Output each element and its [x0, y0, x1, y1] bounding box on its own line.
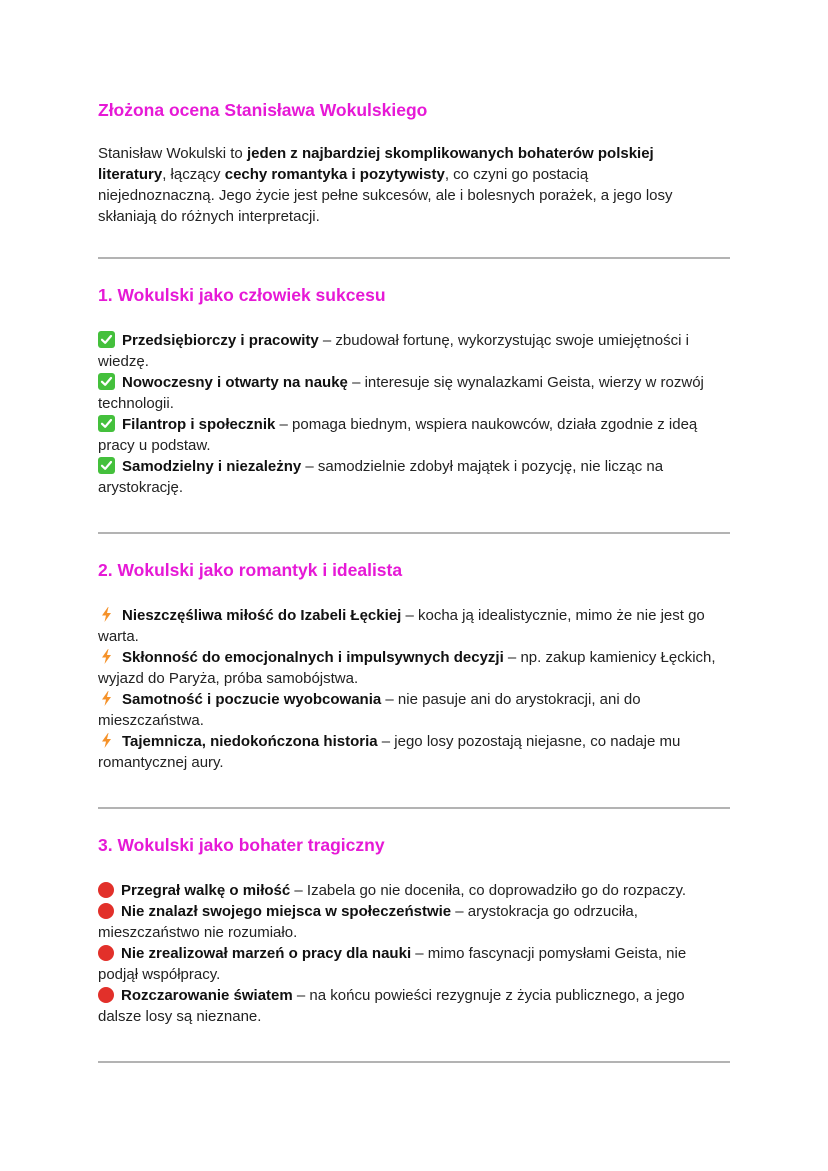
- section-list-2: [98, 605, 730, 773]
- list-item: [98, 985, 728, 1027]
- list-item: [98, 880, 728, 901]
- check-mark-icon: [98, 457, 115, 474]
- list-item: [98, 330, 728, 372]
- intro-text-3: , co czyni go postacią niejednoznaczną. Jego życie jest pełne sukcesów, ale i bolesnych porażek, a jego losy skłaniają do różnych interpretacji.: [98, 166, 673, 225]
- lightning-bolt-icon: [98, 732, 115, 749]
- list-item: [98, 456, 728, 498]
- document-content: [98, 96, 730, 1063]
- check-mark-icon: [98, 373, 115, 390]
- item-bold: Nie znalazł swojego miejsca w społeczeństwie: [121, 903, 452, 920]
- section-divider: [98, 532, 730, 534]
- intro-text-2: , łączący: [162, 166, 225, 183]
- item-bold: Przegrał walkę o miłość: [121, 882, 291, 899]
- section-heading-3: 3. Wokulski jako bohater tragiczny: [98, 835, 385, 855]
- red-circle-icon: [98, 882, 114, 898]
- item-bold: Nie zrealizował marzeń o pracy dla nauki: [121, 945, 412, 962]
- section-divider: [98, 257, 730, 259]
- item-text: – pomaga biednym, wspiera naukowców, działa zgodnie z ideą pracy u podstaw.: [98, 416, 698, 454]
- item-text: – arystokracja go odrzuciła, mieszczaństwo nie rozumiało.: [98, 903, 638, 941]
- red-circle-icon: [98, 945, 114, 961]
- check-mark-icon: [98, 331, 115, 348]
- list-item: [98, 414, 728, 456]
- list-item: [98, 901, 728, 943]
- section-divider: [98, 1061, 730, 1063]
- lightning-bolt-icon: [98, 690, 115, 707]
- section-divider: [98, 807, 730, 809]
- section-heading-2: 2. Wokulski jako romantyk i idealista: [98, 560, 403, 580]
- item-text: – kocha ją idealistycznie, mimo że nie jest go warta.: [98, 607, 705, 645]
- red-circle-icon: [98, 987, 114, 1003]
- list-item: [98, 372, 728, 414]
- intro-text-1: Stanisław Wokulski to: [98, 145, 247, 162]
- item-bold: Nowoczesny i otwarty na naukę: [122, 374, 348, 391]
- check-mark-icon: [98, 415, 115, 432]
- list-item: [98, 605, 728, 647]
- list-item: [98, 647, 728, 689]
- section-heading-1: 1. Wokulski jako człowiek sukcesu: [98, 285, 386, 305]
- item-text: – samodzielnie zdobył majątek i pozycję, nie licząc na arystokrację.: [98, 458, 664, 496]
- item-bold: Tajemnicza, niedokończona historia: [122, 733, 378, 750]
- item-bold: Samotność i poczucie wyobcowania: [122, 691, 382, 708]
- lightning-bolt-icon: [98, 648, 115, 665]
- red-circle-icon: [98, 903, 114, 919]
- intro-bold-2: cechy romantyka i pozytywisty: [224, 166, 445, 183]
- item-bold: Przedsiębiorczy i pracowity: [122, 332, 319, 349]
- item-text: – na końcu powieści rezygnuje z życia publicznego, a jego dalsze losy są nieznane.: [98, 987, 685, 1025]
- item-bold: Filantrop i społecznik: [122, 416, 276, 433]
- item-text: – np. zakup kamienicy Łęckich, wyjazd do Paryża, próba samobójstwa.: [98, 649, 716, 687]
- section-list-1: [98, 330, 730, 498]
- intro-bold-1: jeden z najbardziej skomplikowanych bohaterów polskiej literatury: [98, 145, 654, 183]
- item-text: – jego losy pozostają niejasne, co nadaje mu romantycznej aury.: [98, 733, 681, 771]
- list-item: [98, 731, 728, 773]
- item-text: – nie pasuje ani do arystokracji, ani do mieszczaństwa.: [98, 691, 641, 729]
- item-text: – interesuje się wynalazkami Geista, wierzy w rozwój technologii.: [98, 374, 704, 412]
- list-item: [98, 689, 728, 731]
- document-title: Złożona ocena Stanisława Wokulskiego: [98, 100, 428, 120]
- lightning-bolt-icon: [98, 606, 115, 623]
- item-bold: Samodzielny i niezależny: [122, 458, 302, 475]
- item-text: – Izabela go nie doceniła, co doprowadziło go do rozpaczy.: [290, 882, 687, 899]
- item-bold: Rozczarowanie światem: [121, 987, 293, 1004]
- item-text: – zbudował fortunę, wykorzystując swoje umiejętności i wiedzę.: [98, 332, 689, 370]
- item-text: – mimo fascynacji pomysłami Geista, nie podjął współpracy.: [98, 945, 687, 983]
- list-item: [98, 943, 728, 985]
- item-bold: Skłonność do emocjonalnych i impulsywnych decyzji: [122, 649, 504, 666]
- intro-paragraph: [98, 143, 708, 227]
- section-list-3: [98, 880, 730, 1027]
- item-bold: Nieszczęśliwa miłość do Izabeli Łęckiej: [122, 607, 402, 624]
